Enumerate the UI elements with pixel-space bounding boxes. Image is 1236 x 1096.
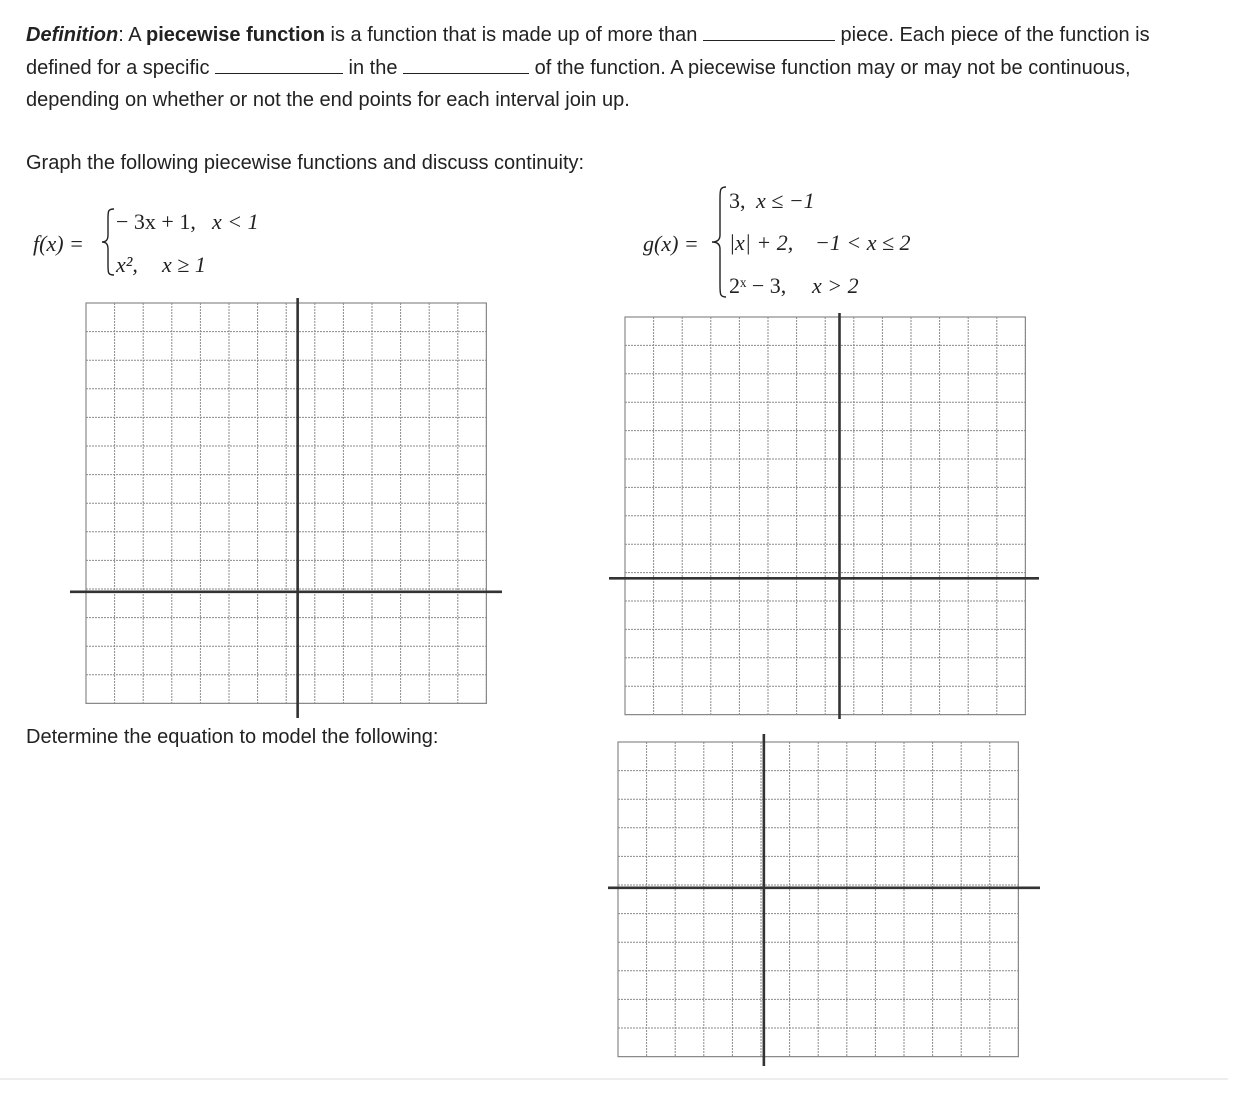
f-piece1-cond: x < 1 [212,209,259,234]
definition-label: Definition [26,24,119,46]
f-piece2-expr: x², [116,252,138,277]
graph-grid-f[interactable] [70,298,502,718]
g-piece2-expr: |x| + 2, [729,230,794,255]
f-piece2-cond: x ≥ 1 [162,252,206,277]
g-brace [710,185,728,299]
instruction-model: Determine the equation to model the following: [26,726,439,748]
definition-text-4: in the [343,56,404,79]
blank-2[interactable] [215,57,343,74]
definition-text-2: is a function that is made up of more than [324,24,703,46]
instruction-graph: Graph the following piecewise functions and discuss continuity: [26,152,585,174]
f-brace [100,207,116,277]
g-piece2-cond: −1 < x ≤ 2 [815,230,911,255]
definition-text-5: of the function. A piecewise function may or may not be continuous, depending on whether or not the end points for each interval join up. [26,56,1131,111]
graph-grid-g[interactable] [609,313,1039,719]
blank-1[interactable] [703,24,835,41]
g-piece3-expr: 2ˣ − 3, [729,273,787,298]
g-piece1-cond: x ≤ −1 [756,188,815,213]
definition-text-3: piece. Each piece of the function is defined for a specific [26,24,1150,79]
g-name: g(x) = [643,231,699,256]
f-piece1-expr: − 3x + 1, [116,209,196,234]
definition-colon: : [118,24,124,46]
blank-3[interactable] [403,57,529,74]
footer-divider [0,1078,1228,1080]
definition-paragraph [26,19,1216,117]
g-piece3-cond: x > 2 [812,273,859,298]
graph-grid-model [608,734,1040,1066]
g-piece1-expr: 3, [729,188,746,213]
definition-text-1: A [123,24,147,46]
definition-term: piecewise function [146,24,325,46]
f-name: f(x) = [33,231,84,256]
